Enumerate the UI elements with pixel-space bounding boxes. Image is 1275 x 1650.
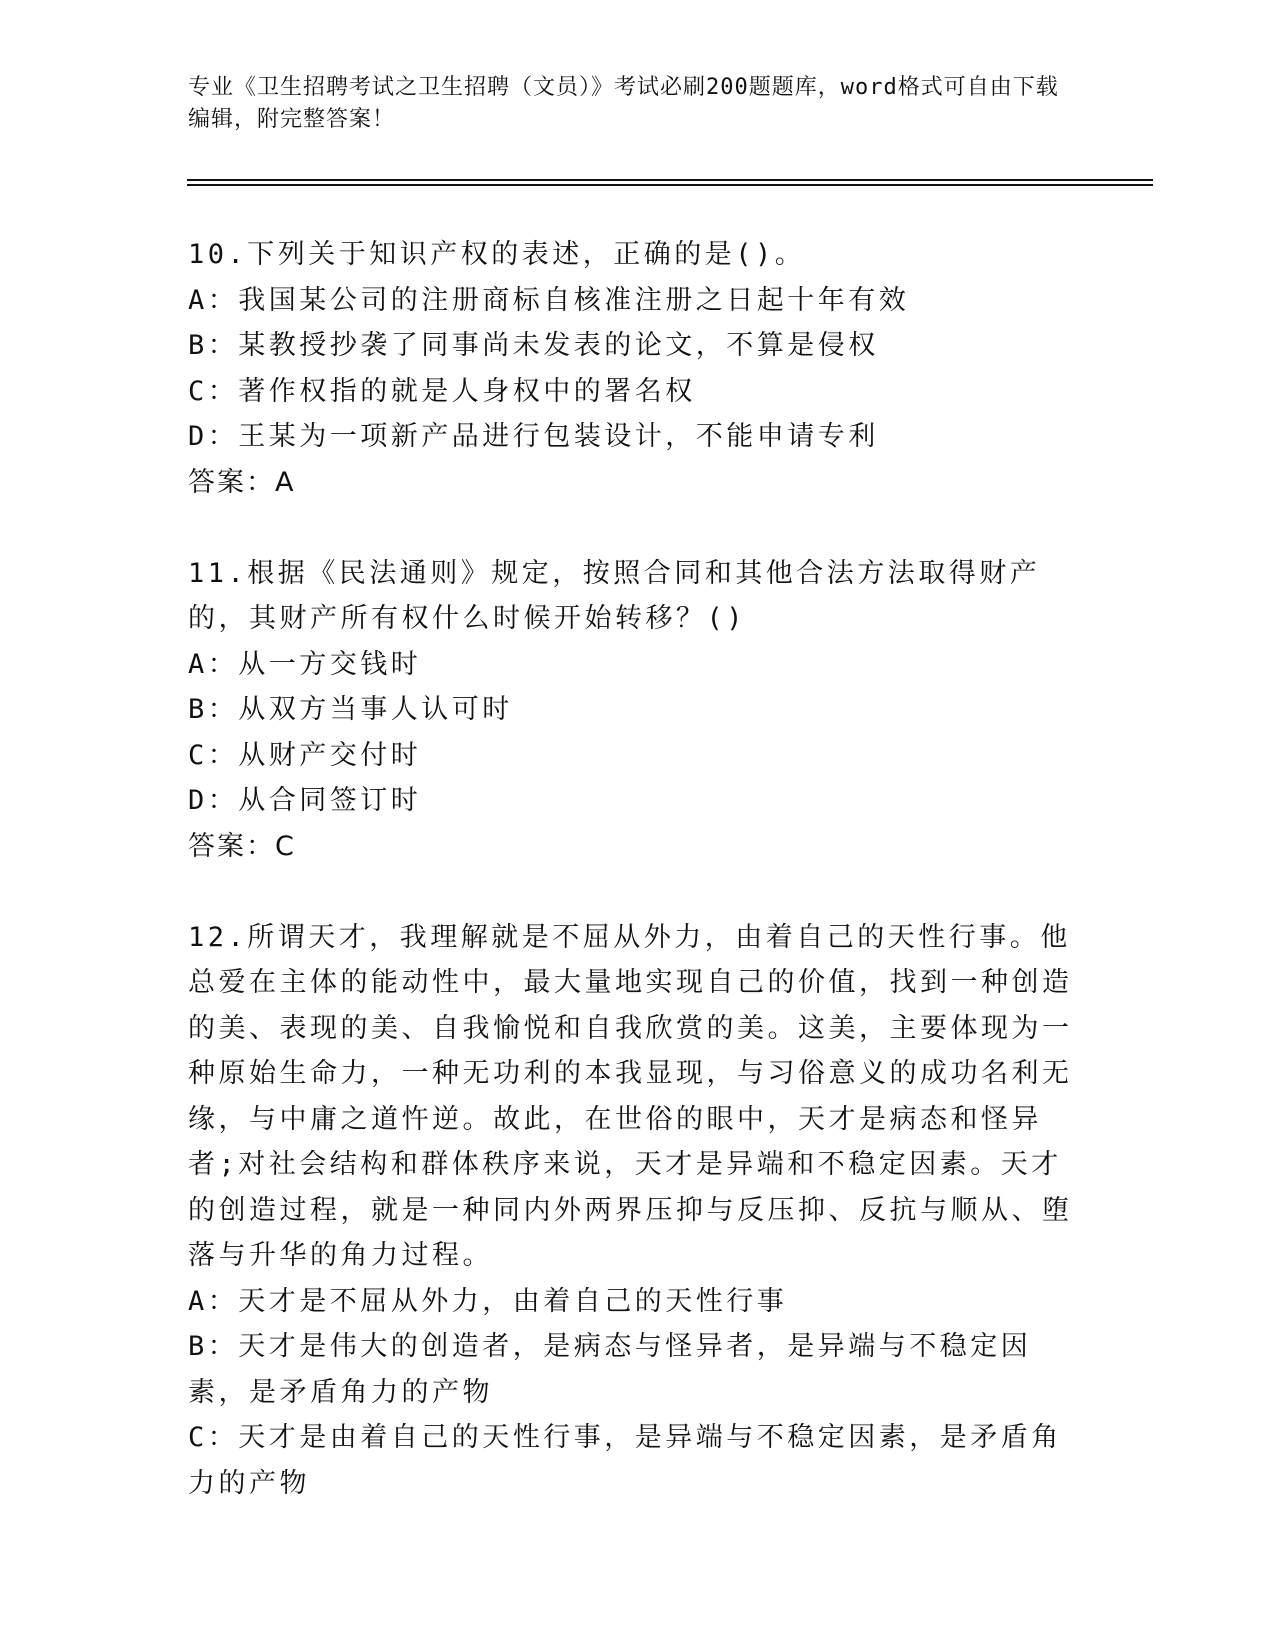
header-divider-top bbox=[187, 179, 1153, 181]
answer-line: 答案：A bbox=[188, 466, 296, 498]
option-b: B：某教授抄袭了同事尚未发表的论文，不算是侵权 bbox=[188, 330, 879, 361]
option-d: D：王某为一项新产品进行包装设计，不能申请专利 bbox=[188, 421, 879, 452]
answer-line: 答案：C bbox=[188, 830, 296, 862]
option-b: B：从双方当事人认可时 bbox=[188, 694, 513, 725]
question-stem: 12.所谓天才，我理解就是不屈从外力，由着自己的天性行事。他总爱在主体的能动性中，最大量地实现自己的价值，找到一种创造的美、表现的美、自我愉悦和自我欣赏的美。这美，主要体现为一种原始生命力，一种无功利的本我显现，与习俗意义的成功名利无缘，与中庸之道忤逆。故此，在世俗的眼中，天才是病态和怪异者;对社会结构和群体秩序来说，天才是异端和不稳定因素。天才的创造过程，就是一种同内外两界压抑与反压抑、反抗与顺从、堕落与升华的角力过程。 bbox=[188, 921, 1073, 1271]
option-c: C：著作权指的就是人身权中的署名权 bbox=[188, 375, 696, 407]
option-d: D：从合同签订时 bbox=[188, 785, 422, 816]
question-10 bbox=[188, 232, 1088, 505]
header-intro-text: 专业《卫生招聘考试之卫生招聘（文员）》考试必刷200题题库，word格式可自由下载编辑，附完整答案！ bbox=[188, 75, 1059, 132]
option-b: B：天才是伟大的创造者，是病态与怪异者，是异端与不稳定因素，是矛盾角力的产物 bbox=[188, 1331, 1032, 1408]
document-header bbox=[188, 72, 1068, 136]
question-12 bbox=[188, 915, 1088, 1507]
question-stem: 10.下列关于知识产权的表述，正确的是()。 bbox=[188, 239, 806, 270]
header-divider-bottom bbox=[187, 184, 1153, 186]
question-stem: 11.根据《民法通则》规定，按照合同和其他合法方法取得财产的，其财产所有权什么时候开始转移？() bbox=[188, 557, 1041, 634]
option-a: A：天才是不屈从外力，由着自己的天性行事 bbox=[188, 1285, 788, 1317]
question-list bbox=[188, 232, 1088, 1552]
option-a: A：我国某公司的注册商标自核准注册之日起十年有效 bbox=[188, 284, 910, 316]
question-11 bbox=[188, 551, 1088, 870]
option-c: C：从财产交付时 bbox=[188, 739, 422, 771]
option-a: A：从一方交钱时 bbox=[188, 648, 422, 680]
option-c: C：天才是由着自己的天性行事，是异端与不稳定因素，是矛盾角力的产物 bbox=[188, 1422, 1062, 1499]
